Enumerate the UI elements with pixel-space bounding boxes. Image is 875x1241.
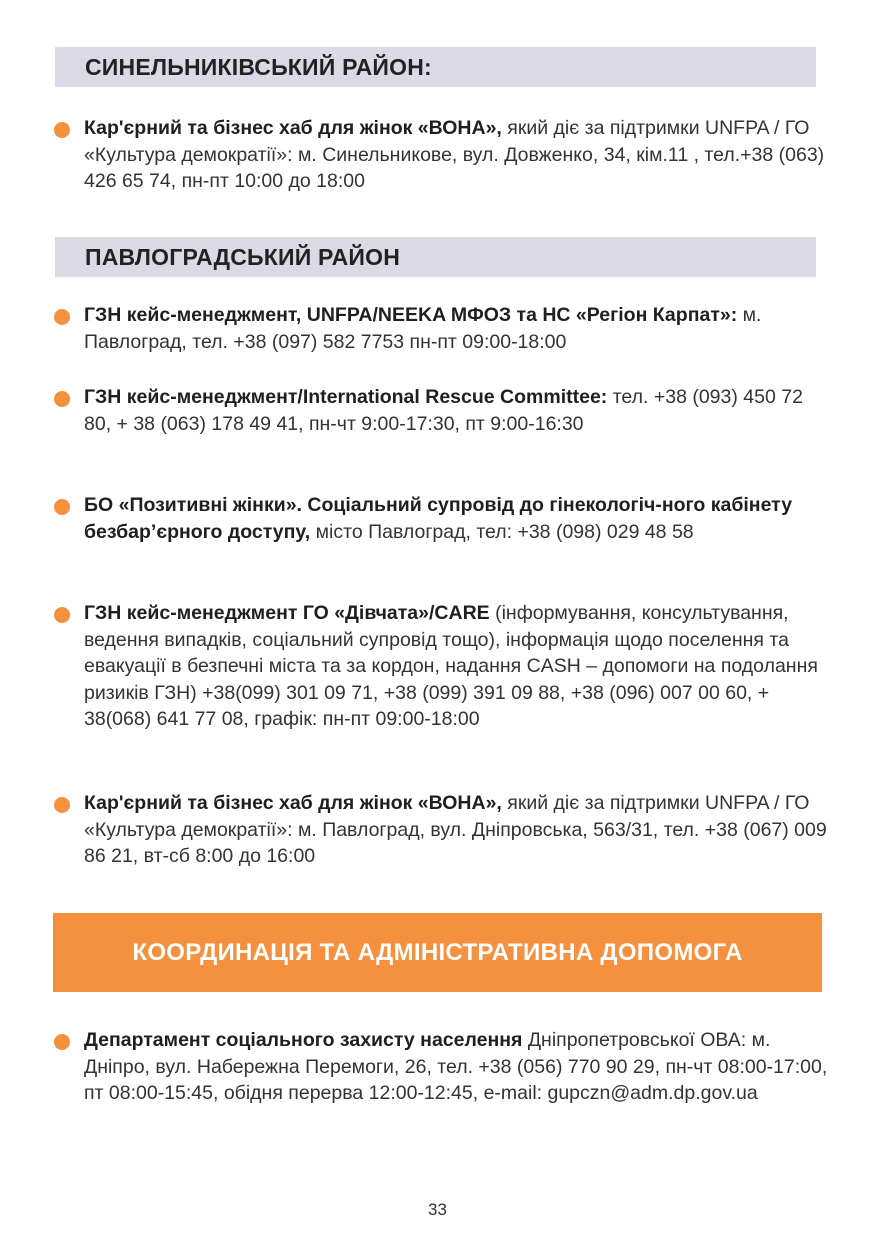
list-item xyxy=(84,1027,829,1107)
entry-title: ГЗН кейс-менеджмент ГО «Дівчата»/CARE xyxy=(84,602,490,624)
bullet-icon xyxy=(54,122,70,138)
bullet-icon xyxy=(54,391,70,407)
page-number: 33 xyxy=(428,1200,447,1219)
bullet-icon xyxy=(54,797,70,813)
list-item xyxy=(84,790,829,870)
entry-title: БО «Позитивні жінки». Соціальний супровід до гінекологіч-ного кабінету безбар’єрного доступу, xyxy=(84,494,793,543)
bullet-icon xyxy=(54,1034,70,1050)
list-item xyxy=(84,302,829,355)
entry-title: Департамент соціального захисту населення xyxy=(84,1029,523,1051)
list-item xyxy=(84,384,829,437)
list-item xyxy=(84,492,829,545)
entry-title: ГЗН кейс-менеджмент/International Rescue Committee: xyxy=(84,386,608,408)
section-heading-pavlohrad: ПАВЛОГРАДСЬКИЙ РАЙОН xyxy=(55,237,816,277)
bullet-icon xyxy=(54,499,70,515)
section-heading-coordination: КООРДИНАЦІЯ ТА АДМІНІСТРАТИВНА ДОПОМОГА xyxy=(53,913,822,992)
bullet-icon xyxy=(54,309,70,325)
list-item xyxy=(84,115,829,195)
entry-details: м. Павлоград, тел. +38 (097) 582 7753 пн-пт 09:00-18:00 xyxy=(84,304,762,353)
entry-details: (інформування, консультування, ведення випадків, соціальний супровід тощо), інформація щодо поселення та евакуації в безпечні міста та за кордон, надання CASH – допомоги на подолання ризиків ГЗН) +38(099) 301 09 71, +38 (099) 391 09 88, +38 (096) 007 00 60, + 38(068) 641 77 08, графік: пн-пт 09:00-18:00 xyxy=(84,602,818,731)
entry-details: який діє за підтримки UNFPA / ГО «Культура демократії»: м. Синельникове, вул. Довженко, 34, кім.11 , тел.+38 (063) 426 65 74, пн-пт 10:00 до 18:00 xyxy=(84,117,825,193)
list-item xyxy=(84,600,829,733)
bullet-icon xyxy=(54,607,70,623)
entry-title: Кар'єрний та бізнес хаб для жінок «ВОНА», xyxy=(84,117,502,139)
entry-title: Кар'єрний та бізнес хаб для жінок «ВОНА», xyxy=(84,792,502,814)
section-heading-synelnykove: СИНЕЛЬНИКІВСЬКИЙ РАЙОН: xyxy=(55,47,816,87)
entry-details: який діє за підтримки UNFPA / ГО «Культура демократії»: м. Павлоград, вул. Дніпровська, 563/31, тел. +38 (067) 009 86 21, вт-сб 8:00 до 16:00 xyxy=(84,792,827,868)
entry-details: місто Павлоград, тел: +38 (098) 029 48 58 xyxy=(310,520,694,543)
entry-title: ГЗН кейс-менеджмент, UNFPA/NEEKA МФОЗ та НС «Регіон Карпат»: xyxy=(84,304,738,326)
entry-details: Дніпропетровської ОВА: м. Дніпро, вул. Набережна Перемоги, 26, тел. +38 (056) 770 90 29, пн-чт 08:00-17:00, пт 08:00-15:45, обідня перерва 12:00-12:45, e-mail: gupczn@adm.dp.gov.ua xyxy=(84,1029,828,1105)
entry-details: тел. +38 (093) 450 72 80, + 38 (063) 178 49 41, пн-чт 9:00-17:30, пт 9:00-16:30 xyxy=(84,386,803,435)
